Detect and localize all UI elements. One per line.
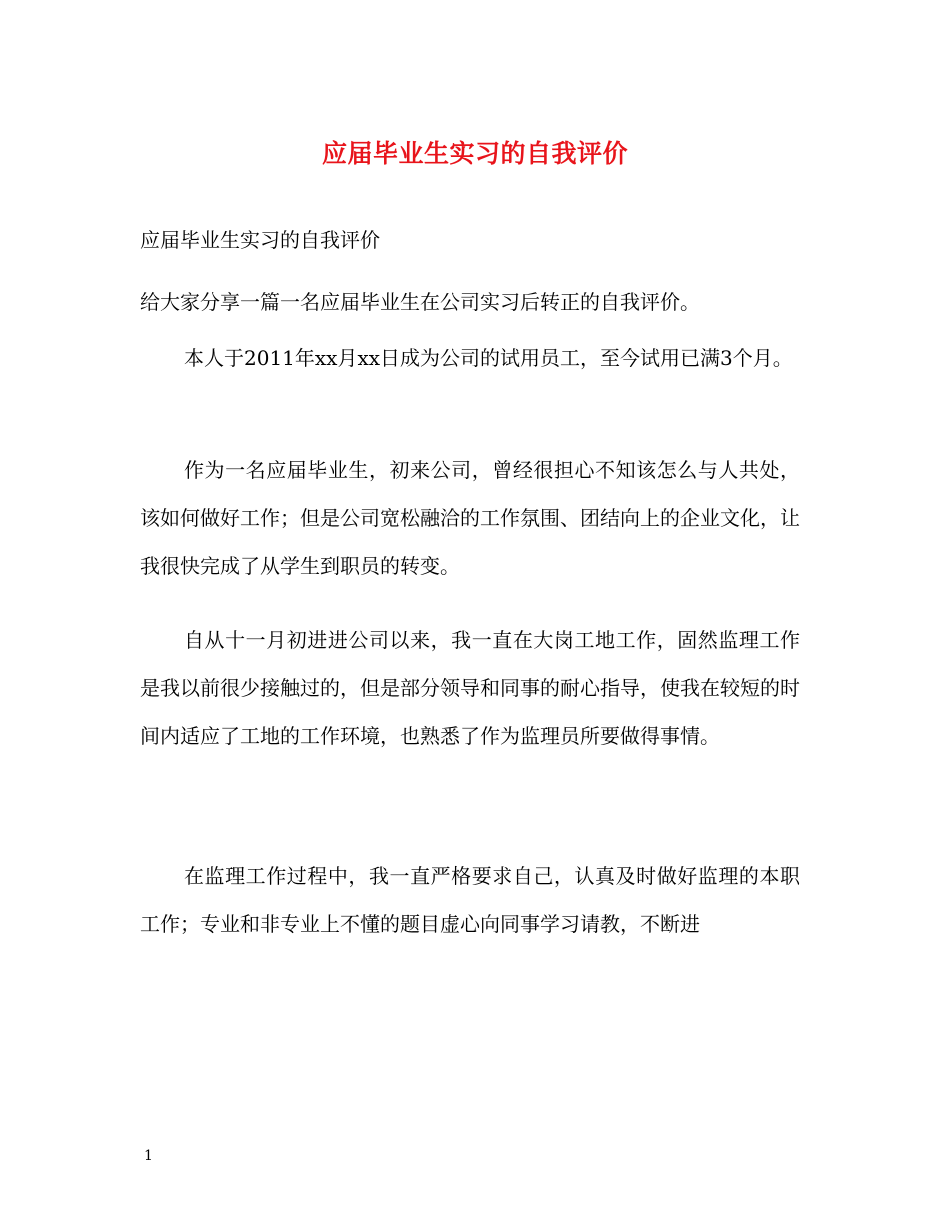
paragraph-2: 作为一名应届毕业生，初来公司，曾经很担心不知该怎么与人共处，该如何做好工作；但是公司宽松融洽的工作氛围、团结向上的企业文化，让我很快完成了从学生到职员的转变。 bbox=[140, 458, 800, 578]
paragraph-block bbox=[140, 334, 800, 948]
document-subtitle: 应届毕业生实习的自我评价 bbox=[140, 228, 380, 252]
paragraph-1: 本人于2011年xx月xx日成为公司的试用员工，至今试用已满3个月。 bbox=[184, 346, 793, 370]
paragraph-4: 在监理工作过程中，我一直严格要求自己，认真及时做好监理的本职工作；专业和非专业上不懂的题目虚心向同事学习请教，不断进 bbox=[140, 864, 800, 936]
intro-line: 给大家分享一篇一名应届毕业生在公司实习后转正的自我评价。 bbox=[140, 290, 700, 314]
paragraph-3: 自从十一月初进进公司以来，我一直在大岗工地工作，固然监理工作是我以前很少接触过的，但是部分领导和同事的耐心指导，使我在较短的时间内适应了工地的工作环境，也熟悉了作为监理员所要做得事情。 bbox=[140, 628, 800, 748]
page-number: 1 bbox=[144, 1148, 153, 1164]
document-title: 应届毕业生实习的自我评价 bbox=[321, 139, 628, 168]
